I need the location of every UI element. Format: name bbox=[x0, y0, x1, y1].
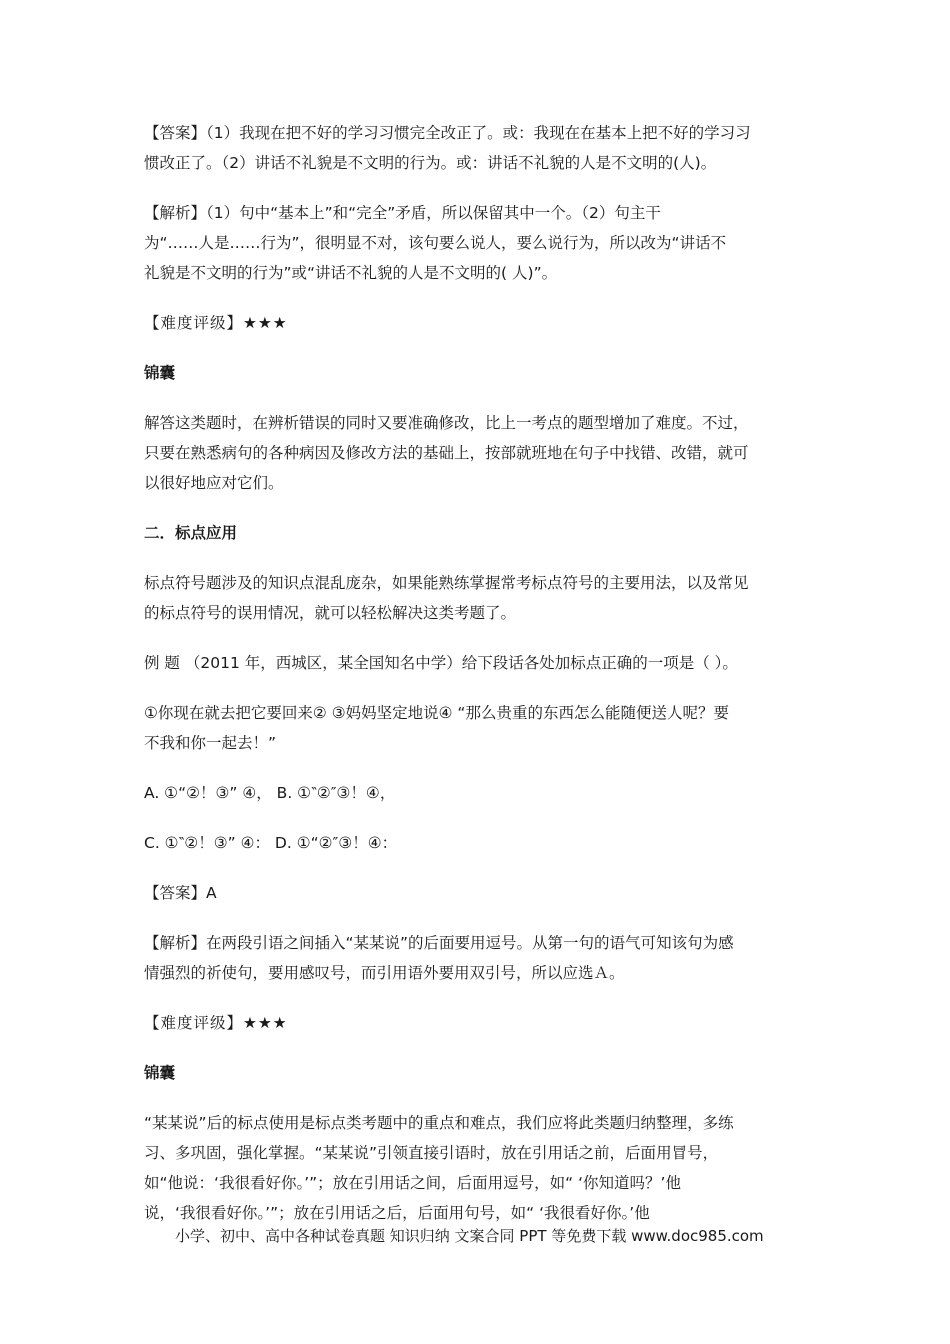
analysis-1-line-1: 【解析】（1）句中“基本上”和“完全”矛盾，所以保留其中一个。（2）句主干 bbox=[144, 204, 661, 222]
section-2-intro-line-2: 的标点符号的误用情况，就可以轻松解决这类考题了。 bbox=[144, 604, 517, 622]
analysis-block-2 bbox=[144, 928, 804, 988]
difficulty-rating-1: 【难度评级】★★★ bbox=[144, 314, 288, 332]
example-passage bbox=[144, 698, 804, 758]
analysis-2-line-2: 情强烈的祈使句，要用感叹号，而引用语外要用双引号，所以应选Ａ。 bbox=[144, 964, 625, 982]
analysis-block-1 bbox=[144, 198, 804, 288]
answer-1-line-2: 惯改正了。（2）讲话不礼貌是不文明的行为。或：讲话不礼貌的人是不文明的(人)。 bbox=[144, 154, 717, 172]
example-options-a-b: A. ①“②！③” ④， B. ①‶②″③！④， bbox=[144, 784, 396, 802]
analysis-1-line-2: 为“……人是……行为”，很明显不对，该句要么说人，要么说行为，所以改为“讲话不 bbox=[144, 234, 727, 252]
analysis-2-line-1: 【解析】在两段引语之间插入“某某说”的后面要用逗号。从第一句的语气可知该句为感 bbox=[144, 934, 734, 952]
tip-1-title: 锦囊 bbox=[144, 364, 176, 382]
example-question: 例 题 （2011 年，西城区，某全国知名中学）给下段话各处加标点正确的一项是（ ）。 bbox=[144, 654, 738, 672]
tip-1-line-3: 以很好地应对它们。 bbox=[144, 474, 284, 492]
answer-block-2: 【答案】A bbox=[144, 884, 217, 902]
tip-2-line-2: 习、多巩固，强化掌握。“某某说”引领直接引语时，放在引用话之前，后面用冒号， bbox=[144, 1144, 719, 1162]
analysis-1-line-3: 礼貌是不文明的行为”或“讲话不礼貌的人是不文明的( 人)”。 bbox=[144, 264, 558, 282]
tip-2-line-4: 说，‘我很看好你。’”；放在引用话之后，后面用句号，如“ ‘我很看好你。’他 bbox=[144, 1204, 650, 1222]
example-passage-line-1: ①你现在就去把它要回来② ③妈妈坚定地说④ “那么贵重的东西怎么能随便送人呢？要 bbox=[144, 704, 729, 722]
tip-1-body bbox=[144, 408, 804, 498]
tip-1-line-1: 解答这类题时，在辨析错误的同时又要准确修改，比上一考点的题型增加了难度。不过， bbox=[144, 414, 749, 432]
tip-2-title: 锦囊 bbox=[144, 1064, 176, 1082]
difficulty-rating-2: 【难度评级】★★★ bbox=[144, 1014, 288, 1032]
tip-2-line-3: 如“他说：‘我很看好你。’”；放在引用话之间，后面用逗号，如“ ‘你知道吗？’他 bbox=[144, 1174, 681, 1192]
section-2-title: 二．标点应用 bbox=[144, 524, 238, 542]
tip-2-line-1: “某某说”后的标点使用是标点类考题中的重点和难点，我们应将此类题归纳整理，多练 bbox=[144, 1114, 734, 1132]
example-passage-line-2: 不我和你一起去！” bbox=[144, 734, 277, 752]
answer-block-1 bbox=[144, 118, 804, 178]
section-2-intro bbox=[144, 568, 804, 628]
page-footer: 小学、初中、高中各种试卷真题 知识归纳 文案合同 PPT 等免费下载 www.doc985.com bbox=[175, 1227, 764, 1245]
document-body bbox=[144, 118, 804, 1248]
tip-1-line-2: 只要在熟悉病句的各种病因及修改方法的基础上，按部就班地在句子中找错、改错，就可 bbox=[144, 444, 749, 462]
tip-2-body bbox=[144, 1108, 804, 1228]
section-2-intro-line-1: 标点符号题涉及的知识点混乱庞杂，如果能熟练掌握常考标点符号的主要用法，以及常见 bbox=[144, 574, 749, 592]
answer-1-line-1: 【答案】（1）我现在把不好的学习习惯完全改正了。或：我现在在基本上把不好的学习习 bbox=[144, 124, 751, 142]
example-options-c-d: C. ①‶②！③” ④： D. ①“②″③！④： bbox=[144, 834, 398, 852]
